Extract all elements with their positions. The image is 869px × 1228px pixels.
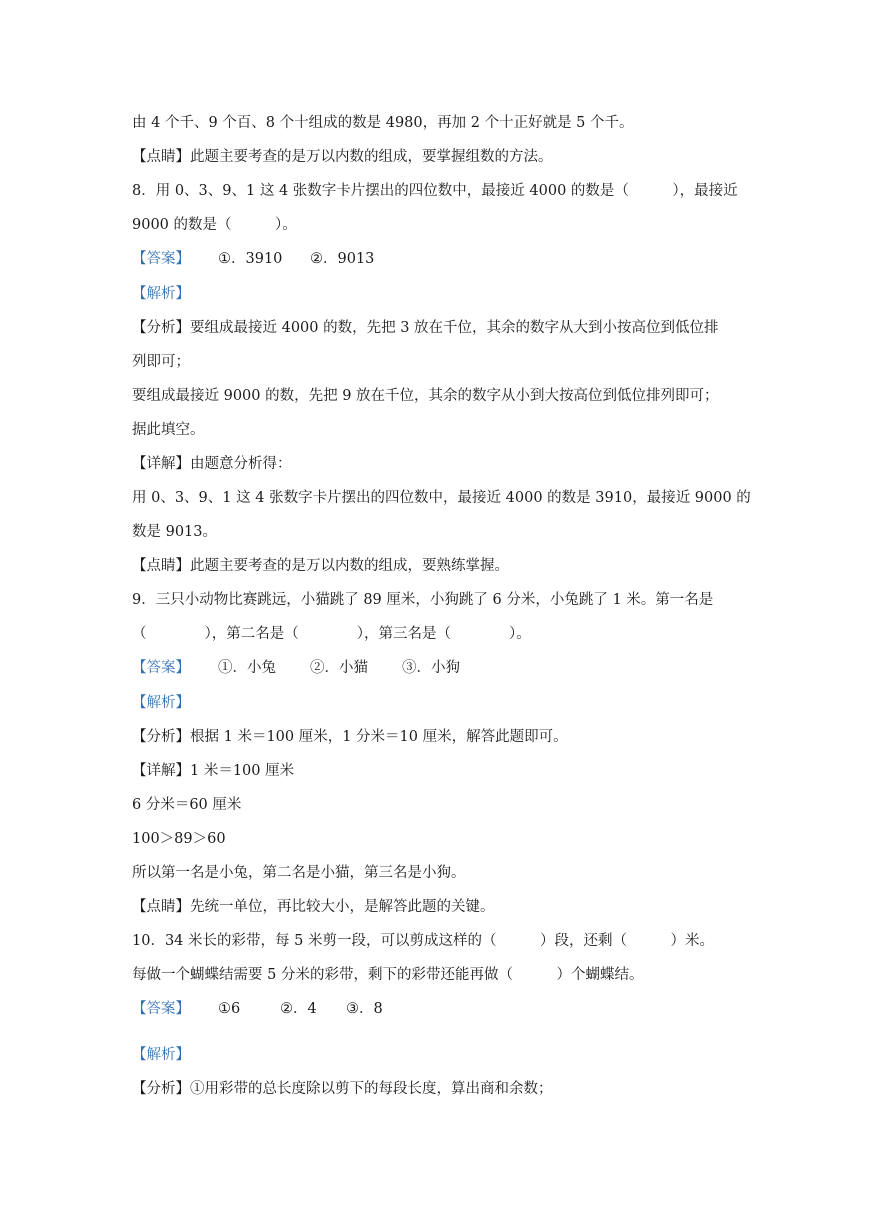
detail-line: 数是 9013。 (132, 524, 218, 540)
detail-line: 用 0、3、9、1 这 4 张数字卡片摆出的四位数中，最接近 4000 的数是 3910，最接近 9000 的 (132, 490, 751, 506)
comment-line-q7: 【点睛】此题主要考查的是万以内数的组成，要掌握组数的方法。 (132, 149, 553, 165)
analysis-line: 【分析】①用彩带的总长度除以剪下的每段长度，算出商和余数； (132, 1081, 553, 1097)
detail-line: 所以第一名是小兔，第二名是小猫，第三名是小狗。 (132, 865, 466, 881)
detail-line: 100＞89＞60 (132, 831, 226, 847)
question-10-line-2: 每做一个蝴蝶结需要 5 分米的彩带，剩下的彩带还能再做（ ）个蝴蝶结。 (132, 967, 644, 983)
comment-line-q8: 【点睛】此题主要考查的是万以内数的组成，要熟练掌握。 (132, 558, 509, 574)
analysis-tag-q9: 【解析】 (132, 695, 190, 711)
analysis-line: 据此填空。 (132, 422, 205, 438)
answer-item: ③．小狗 (402, 660, 460, 676)
analysis-line: 【分析】要组成最接近 4000 的数，先把 3 放在千位，其余的数字从大到小按高位到低位排 (132, 320, 719, 336)
question-9-line-1: 9．三只小动物比赛跳远，小猫跳了 89 厘米，小狗跳了 6 分米，小兔跳了 1 米。第一名是 (132, 592, 714, 608)
analysis-tag-q8: 【解析】 (132, 286, 190, 302)
analysis-line: 列即可； (132, 354, 190, 370)
text-line-prev-explanation: 由 4 个千、9 个百、8 个十组成的数是 4980，再加 2 个十正好就是 5 个千。 (132, 115, 634, 131)
comment-line-q9: 【点睛】先统一单位，再比较大小，是解答此题的关键。 (132, 899, 495, 915)
answer-item: ②．4 (280, 1001, 317, 1017)
question-8-line-2: 9000 的数是（ ）。 (132, 217, 297, 233)
answer-item: ①．3910 (218, 251, 283, 267)
answer-tag: 【答案】 (132, 1001, 190, 1017)
answer-item: ③．8 (346, 1001, 383, 1017)
question-9-line-2: （ ），第二名是（ ），第三名是（ ）。 (132, 626, 531, 642)
answer-item: ②．小猫 (310, 660, 368, 676)
question-10-line-1: 10．34 米长的彩带，每 5 米剪一段，可以剪成这样的（ ）段，还剩（ ）米。 (132, 933, 714, 949)
answer-tag: 【答案】 (132, 660, 190, 676)
answer-tag: 【答案】 (132, 251, 190, 267)
analysis-line: 【分析】根据 1 米＝100 厘米，1 分米＝10 厘米，解答此题即可。 (132, 729, 568, 745)
detail-line: 【详解】由题意分析得： (132, 456, 292, 472)
answer-row-q9 (132, 658, 460, 678)
question-8-line-1: 8．用 0、3、9、1 这 4 张数字卡片摆出的四位数中，最接近 4000 的数是（ ），最接近 (132, 183, 738, 199)
detail-line: 6 分米＝60 厘米 (132, 797, 242, 813)
answer-item: ①．小兔 (218, 660, 276, 676)
answer-row-q10 (132, 999, 383, 1019)
answer-row-q8 (132, 249, 374, 269)
answer-item: ②．9013 (310, 251, 375, 267)
detail-line: 【详解】1 米＝100 厘米 (132, 763, 295, 779)
analysis-tag-q10: 【解析】 (132, 1047, 190, 1063)
answer-item: ①6 (218, 1001, 241, 1017)
analysis-line: 要组成最接近 9000 的数，先把 9 放在千位，其余的数字从小到大按高位到低位排列即可； (132, 388, 719, 404)
